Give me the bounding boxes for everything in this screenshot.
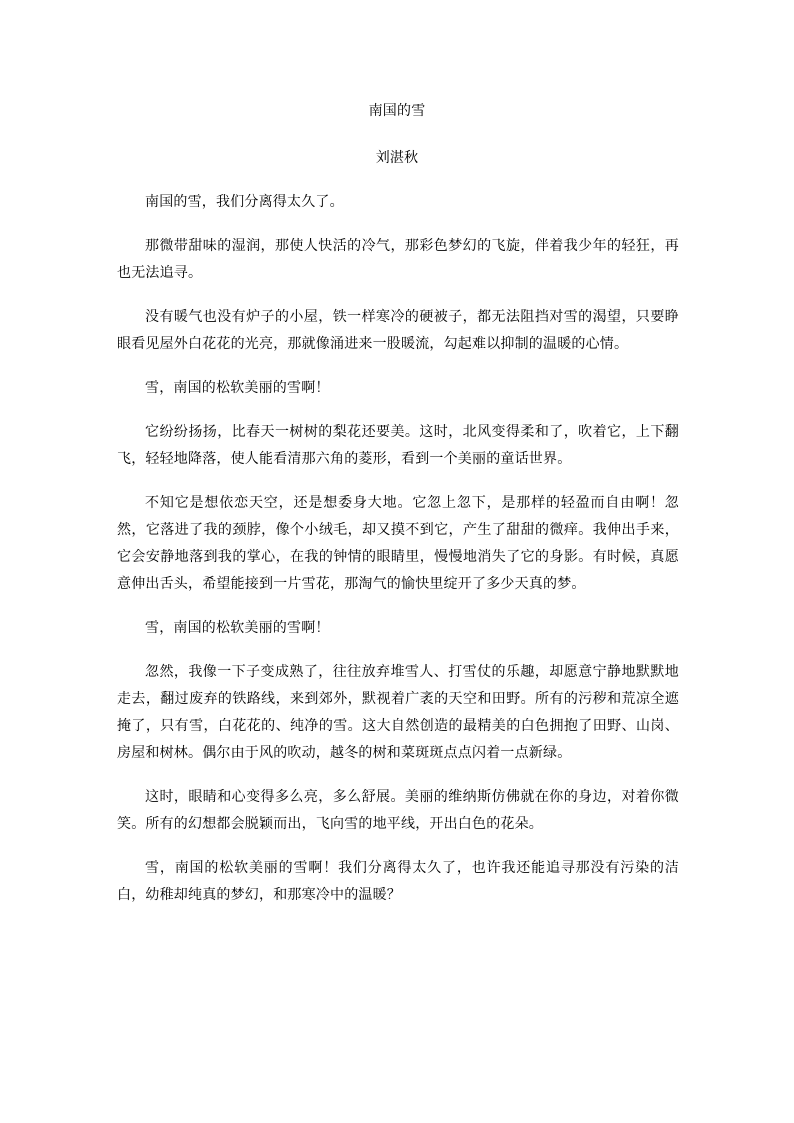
essay-body	[117, 189, 679, 926]
paragraph-10: 雪，南国的松软美丽的雪啊！我们分离得太久了，也许我还能追寻那没有污染的洁白，幼稚却纯真的梦幻，和那寒冷中的温暖？	[117, 860, 679, 903]
essay-author: 刘湛秋	[375, 150, 419, 166]
paragraph-8: 忽然，我像一下子变成熟了，往往放弃堆雪人、打雪仗的乐趣，却愿意宁静地默默地走去，翻过废弃的铁路线，来到郊外，默视着广袤的天空和田野。所有的污秽和荒凉全遮掩了，只有雪，白花花的、纯净的雪。这大自然创造的最精美的白色拥抱了田野、山岗、房屋和树林。偶尔由于风的吹动，越冬的树和菜斑斑点点闪着一点新绿。	[117, 664, 679, 761]
paragraph-2: 那微带甜味的湿润，那使人快活的冷气，那彩色梦幻的飞旋，伴着我少年的轻狂，再也无法追寻。	[117, 238, 679, 281]
essay-title: 南国的雪	[368, 103, 426, 119]
paragraph-4: 雪，南国的松软美丽的雪啊！	[145, 380, 330, 396]
paragraph-7: 雪，南国的松软美丽的雪啊！	[145, 620, 330, 636]
paragraph-1: 南国的雪，我们分离得太久了。	[145, 194, 344, 210]
paragraph-5: 它纷纷扬扬，比春天一树树的梨花还要美。这时，北风变得柔和了，吹着它，上下翻飞，轻轻地降落，使人能看清那六角的菱形，看到一个美丽的童话世界。	[117, 424, 679, 467]
paragraph-6: 不知它是想依恋天空，还是想委身大地。它忽上忽下，是那样的轻盈而自由啊！忽然，它落进了我的颈脖，像个小绒毛，却又摸不到它，产生了甜甜的微痒。我伸出手来，它会安静地落到我的掌心，在我的钟情的眼睛里，慢慢地消失了它的身影。有时候，真愿意伸出舌头，希望能接到一片雪花，那淘气的愉快里绽开了多少天真的梦。	[117, 495, 679, 592]
paragraph-9: 这时，眼睛和心变得多么亮，多么舒展。美丽的维纳斯仿佛就在你的身边，对着你微笑。所有的幻想都会脱颖而出，飞向雪的地平线，开出白色的花朵。	[117, 789, 679, 832]
paragraph-3: 没有暖气也没有炉子的小屋，铁一样寒冷的硬被子，都无法阻挡对雪的渴望，只要睁眼看见屋外白花花的光亮，那就像涌进来一股暖流，勾起难以抑制的温暖的心情。	[117, 309, 679, 352]
